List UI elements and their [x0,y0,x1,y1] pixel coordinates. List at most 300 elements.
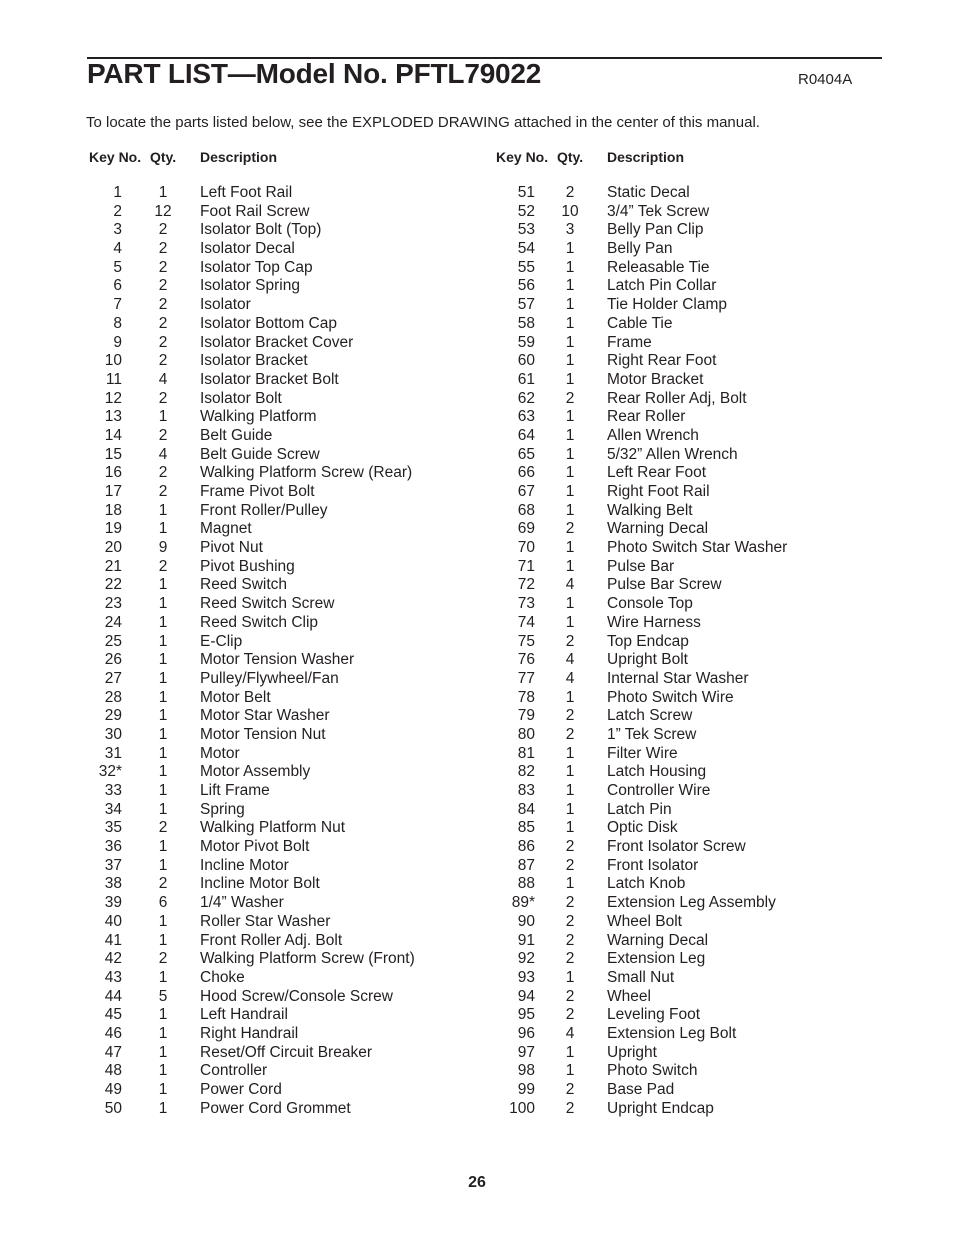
part-quantity: 2 [565,707,575,725]
part-description: Isolator Top Cap [200,258,313,276]
part-key-number: 79 [517,707,535,725]
part-description: Filter Wire [607,744,678,762]
part-key-number: 22 [104,576,122,594]
part-description: Right Foot Rail [607,483,710,500]
part-description: Rear Roller Adj, Bolt [607,389,747,407]
part-description: Pivot Bushing [200,557,295,575]
part-description: Front Roller/Pulley [200,501,328,519]
part-quantity: 2 [158,240,168,258]
part-quantity: 1 [158,184,168,201]
part-key-number: 95 [517,1006,535,1024]
part-description: 1” Tek Screw [607,725,697,743]
part-description: Isolator Bolt [200,389,282,407]
part-quantity: 1 [565,782,575,799]
right-description-header: Description [607,149,685,165]
part-key-number: 100 [509,1099,535,1117]
part-description: Upright Endcap [607,1099,714,1117]
part-quantity: 2 [565,894,575,912]
part-key-number: 39 [104,894,122,912]
part-description: Walking Platform Screw (Front) [200,950,415,968]
part-quantity: 1 [565,408,575,426]
part-key-number: 93 [517,968,535,986]
part-quantity: 1 [158,576,168,594]
part-key-number: 62 [517,389,535,407]
part-key-number: 45 [104,1006,122,1024]
left-qty-header: Qty. [150,149,177,165]
part-description: Upright Bolt [607,651,688,669]
part-key-number: 12 [104,389,122,407]
part-description: Roller Star Washer [200,912,331,930]
part-key-number: 42 [104,950,122,968]
part-description: Releasable Tie [607,258,710,276]
part-quantity: 2 [158,557,168,575]
part-key-number: 75 [517,632,535,650]
part-quantity: 1 [565,277,575,295]
part-key-number: 30 [104,725,122,743]
part-key-number: 58 [517,314,535,332]
part-quantity: 1 [565,258,575,276]
part-quantity: 2 [158,464,168,482]
part-key-number: 48 [104,1062,122,1080]
part-key-number: 10 [104,352,122,370]
part-quantity: 1 [565,557,575,575]
part-key-number: 63 [517,408,535,426]
part-description: 3/4” Tek Screw [607,202,710,220]
part-quantity: 1 [565,352,575,370]
part-quantity: 1 [158,595,168,613]
part-key-number: 97 [517,1043,535,1061]
part-description: Console Top [607,595,693,613]
part-quantity: 2 [565,987,575,1005]
left-description-header: Description [200,149,278,165]
part-quantity: 2 [158,426,168,444]
part-quantity: 2 [565,184,575,201]
part-quantity: 3 [565,221,575,239]
part-description: Warning Decal [607,931,709,949]
part-quantity: 2 [158,258,168,276]
part-key-number: 36 [104,838,122,856]
part-description: Motor Assembly [200,763,311,781]
part-description: Tie Holder Clamp [607,296,728,314]
part-description: Isolator Bracket [200,352,308,370]
part-key-number: 51 [517,184,535,201]
part-description: Left Rear Foot [607,464,707,482]
part-quantity: 1 [158,856,168,874]
part-description: Extension Leg [607,950,706,968]
part-quantity: 2 [158,277,168,295]
intro-text: To locate the parts listed below, see the EXPLODED DRAWING attached in the center of this manual. [86,114,760,131]
part-quantity: 2 [565,856,575,874]
part-key-number: 21 [104,557,122,575]
part-quantity: 1 [158,968,168,986]
part-quantity: 2 [158,950,168,968]
part-key-number: 26 [104,651,122,669]
part-quantity: 2 [158,333,168,351]
part-description: Static Decal [607,184,690,201]
part-quantity: 1 [565,1062,575,1080]
part-description: Internal Star Washer [607,669,749,687]
part-description: Extension Leg Bolt [607,1024,737,1042]
part-quantity: 1 [158,707,168,725]
part-description: Lift Frame [200,782,270,799]
part-key-number: 5 [113,258,122,276]
part-description: Photo Switch Star Washer [607,539,788,557]
part-quantity: 1 [158,613,168,631]
part-key-number: 83 [517,782,535,799]
part-key-number: 8 [113,314,122,332]
page-title: PART LIST—Model No. PFTL79022 [87,58,542,89]
part-description: Hood Screw/Console Screw [200,987,393,1005]
part-description: Belt Guide Screw [200,445,320,463]
part-quantity: 1 [158,931,168,949]
part-description: Belt Guide [200,426,273,444]
part-quantity: 2 [158,314,168,332]
part-key-number: 84 [517,800,535,818]
part-key-number: 7 [113,296,122,314]
part-description: Isolator Bracket Cover [200,333,354,351]
part-key-number: 33 [104,782,122,799]
part-key-number: 40 [104,912,122,930]
part-key-number: 43 [104,968,122,986]
part-quantity: 1 [565,464,575,482]
part-key-number: 56 [517,277,535,295]
part-description: Isolator Bolt (Top) [200,221,322,239]
part-key-number: 31 [104,744,122,762]
part-key-number: 92 [517,950,535,968]
part-description: Extension Leg Assembly [607,894,776,912]
part-key-number: 80 [517,725,535,743]
part-description: Wheel Bolt [607,912,682,930]
part-quantity: 2 [158,483,168,500]
part-quantity: 1 [158,1006,168,1024]
part-quantity: 1 [158,408,168,426]
part-key-number: 59 [517,333,535,351]
part-quantity: 1 [565,314,575,332]
part-description: Photo Switch [607,1062,698,1080]
part-description: Left Foot Rail [200,184,293,201]
part-key-number: 55 [517,258,535,276]
part-key-number: 4 [113,240,122,258]
part-description: Foot Rail Screw [200,202,310,220]
part-description: Reed Switch [200,576,288,594]
right-key-header: Key No. [496,149,549,165]
part-quantity: 4 [158,370,168,388]
part-key-number: 41 [104,931,122,949]
part-key-number: 23 [104,595,122,613]
part-quantity: 1 [565,800,575,818]
part-quantity: 1 [158,669,168,687]
part-description: Motor Star Washer [200,707,330,725]
part-description: Allen Wrench [607,426,699,444]
part-key-number: 98 [517,1062,535,1080]
part-description: Upright [607,1043,657,1061]
part-quantity: 1 [565,744,575,762]
part-key-number: 61 [517,370,535,388]
part-key-number: 71 [517,557,535,575]
part-description: Small Nut [607,968,675,986]
part-description: Front Isolator Screw [607,838,746,856]
part-key-number: 27 [104,669,122,687]
part-description: Isolator Bottom Cap [200,314,337,332]
part-description: Choke [200,968,245,986]
part-description: E-Clip [200,632,243,650]
part-quantity: 1 [565,240,575,258]
part-key-number: 78 [517,688,535,706]
part-key-number: 14 [104,426,122,444]
part-description: Isolator Spring [200,277,300,295]
part-key-number: 76 [517,651,535,669]
part-key-number: 15 [104,445,122,463]
part-quantity: 1 [565,296,575,314]
part-description: Frame Pivot Bolt [200,483,315,500]
part-description: Incline Motor [200,856,289,874]
part-description: Latch Pin Collar [607,277,717,295]
part-key-number: 54 [517,240,535,258]
part-key-number: 24 [104,613,122,631]
part-description: Controller [200,1062,268,1080]
part-description: Pivot Nut [200,539,263,557]
part-description: Optic Disk [607,819,678,837]
part-quantity: 1 [158,912,168,930]
part-description: Isolator Bracket Bolt [200,370,339,388]
part-key-number: 81 [517,744,535,762]
part-key-number: 9 [113,333,122,351]
part-description: Isolator Decal [200,240,295,258]
part-quantity: 2 [565,632,575,650]
part-key-number: 94 [517,987,535,1005]
part-description: 5/32” Allen Wrench [607,445,738,463]
part-quantity: 1 [158,1062,168,1080]
part-description: Rear Roller [607,408,686,426]
part-description: Incline Motor Bolt [200,875,320,893]
part-key-number: 66 [517,464,535,482]
part-key-number: 68 [517,501,535,519]
part-key-number: 2 [113,202,122,220]
part-key-number: 46 [104,1024,122,1042]
left-key-header: Key No. [89,149,142,165]
part-quantity: 1 [565,483,575,500]
part-description: Power Cord Grommet [200,1099,351,1117]
part-key-number: 65 [517,445,535,463]
part-description: Latch Pin [607,800,672,818]
part-key-number: 85 [517,819,535,837]
part-key-number: 74 [517,613,535,631]
part-key-number: 50 [104,1099,122,1117]
part-description: Motor Tension Washer [200,651,355,669]
part-description: Belly Pan [607,240,673,258]
part-quantity: 2 [565,1081,575,1098]
part-quantity: 1 [158,1024,168,1042]
part-key-number: 90 [517,912,535,930]
part-key-number: 47 [104,1043,122,1061]
part-key-number: 91 [517,931,535,949]
part-key-number: 60 [517,352,535,370]
part-description: Power Cord [200,1081,282,1098]
part-quantity: 4 [565,669,575,687]
part-key-number: 29 [104,707,122,725]
part-key-number: 20 [104,539,122,557]
part-key-number: 86 [517,838,535,856]
part-description: Latch Housing [607,763,707,781]
part-quantity: 2 [158,819,168,837]
part-description: Motor Tension Nut [200,725,326,743]
part-description: 1/4” Washer [200,894,284,912]
part-quantity: 2 [565,912,575,930]
part-key-number: 49 [104,1081,122,1098]
part-quantity: 2 [158,221,168,239]
part-quantity: 1 [565,501,575,519]
part-key-number: 32* [98,763,122,781]
part-description: Photo Switch Wire [607,688,734,706]
part-key-number: 82 [517,763,535,781]
part-description: Reset/Off Circuit Breaker [200,1043,372,1061]
part-description: Controller Wire [607,782,711,799]
part-quantity: 2 [565,389,575,407]
part-quantity: 1 [158,800,168,818]
part-quantity: 4 [158,445,168,463]
part-quantity: 1 [565,688,575,706]
part-description: Pulse Bar [607,557,675,575]
right-qty-header: Qty. [557,149,584,165]
part-quantity: 5 [158,987,168,1005]
part-key-number: 37 [104,856,122,874]
part-key-number: 38 [104,875,122,893]
part-description: Walking Platform Nut [200,819,345,837]
part-description: Latch Knob [607,875,686,893]
part-description: Right Handrail [200,1024,299,1042]
document-code: R0404A [798,71,853,88]
part-description: Motor [200,744,240,762]
part-key-number: 73 [517,595,535,613]
part-quantity: 4 [565,651,575,669]
part-key-number: 19 [104,520,122,538]
part-key-number: 69 [517,520,535,538]
part-description: Magnet [200,520,252,538]
part-key-number: 87 [517,856,535,874]
part-key-number: 67 [517,483,535,500]
part-description: Top Endcap [607,632,689,650]
part-quantity: 1 [565,968,575,986]
part-quantity: 2 [158,389,168,407]
part-quantity: 1 [158,744,168,762]
part-quantity: 1 [565,1043,575,1061]
part-description: Walking Belt [607,501,693,519]
part-key-number: 99 [517,1081,535,1098]
part-key-number: 34 [104,800,122,818]
part-quantity: 1 [565,445,575,463]
part-key-number: 1 [113,184,122,201]
part-quantity: 2 [158,875,168,893]
part-description: Wire Harness [607,613,701,631]
part-key-number: 13 [104,408,122,426]
part-description: Front Isolator [607,856,699,874]
part-quantity: 1 [158,725,168,743]
part-key-number: 17 [104,483,122,500]
part-quantity: 1 [565,763,575,781]
part-quantity: 1 [158,520,168,538]
part-description: Isolator [200,296,251,314]
part-quantity: 2 [565,1006,575,1024]
part-key-number: 77 [517,669,535,687]
part-description: Walking Platform [200,408,317,426]
part-key-number: 72 [517,576,535,594]
part-quantity: 1 [158,632,168,650]
part-description: Motor Pivot Bolt [200,838,310,856]
part-quantity: 1 [565,613,575,631]
part-description: Wheel [607,987,651,1005]
part-key-number: 52 [517,202,535,220]
part-quantity: 4 [565,1024,575,1042]
part-key-number: 53 [517,221,535,239]
part-quantity: 1 [565,875,575,893]
part-key-number: 6 [113,277,122,295]
part-quantity: 2 [565,931,575,949]
part-key-number: 88 [517,875,535,893]
part-quantity: 2 [565,1099,575,1117]
part-key-number: 57 [517,296,535,314]
part-key-number: 44 [104,987,122,1005]
part-description: Warning Decal [607,520,709,538]
part-key-number: 64 [517,426,535,444]
part-quantity: 9 [158,539,168,557]
part-quantity: 1 [565,595,575,613]
part-description: Left Handrail [200,1006,288,1024]
part-description: Reed Switch Clip [200,613,319,631]
part-quantity: 1 [158,782,168,799]
part-quantity: 1 [565,426,575,444]
part-quantity: 12 [154,202,172,220]
part-quantity: 1 [565,370,575,388]
part-quantity: 1 [565,333,575,351]
part-quantity: 6 [158,894,168,912]
part-quantity: 1 [158,1043,168,1061]
part-quantity: 1 [158,1081,168,1098]
part-quantity: 1 [158,501,168,519]
part-description: Latch Screw [607,707,693,725]
part-description: Spring [200,800,245,818]
part-description: Motor Belt [200,688,271,706]
part-quantity: 2 [158,296,168,314]
page-number: 26 [468,1174,486,1191]
part-key-number: 3 [113,221,122,239]
part-key-number: 25 [104,632,122,650]
part-key-number: 16 [104,464,122,482]
part-quantity: 1 [158,838,168,856]
part-key-number: 96 [517,1024,535,1042]
part-description: Right Rear Foot [607,352,717,370]
part-quantity: 2 [565,725,575,743]
part-key-number: 11 [105,370,122,388]
part-description: Belly Pan Clip [607,221,704,239]
part-quantity: 2 [158,352,168,370]
part-description: Front Roller Adj. Bolt [200,931,343,949]
part-quantity: 1 [158,1099,168,1117]
part-quantity: 1 [158,763,168,781]
part-description: Pulse Bar Screw [607,576,722,594]
part-description: Walking Platform Screw (Rear) [200,464,413,482]
part-quantity: 4 [565,576,575,594]
part-description: Motor Bracket [607,370,704,388]
part-quantity: 2 [565,520,575,538]
part-quantity: 1 [158,688,168,706]
part-description: Reed Switch Screw [200,595,335,613]
part-key-number: 28 [104,688,122,706]
part-key-number: 89* [511,894,535,912]
part-description: Cable Tie [607,314,673,332]
part-description: Base Pad [607,1081,675,1098]
part-quantity: 2 [565,838,575,856]
part-description: Pulley/Flywheel/Fan [200,669,339,687]
